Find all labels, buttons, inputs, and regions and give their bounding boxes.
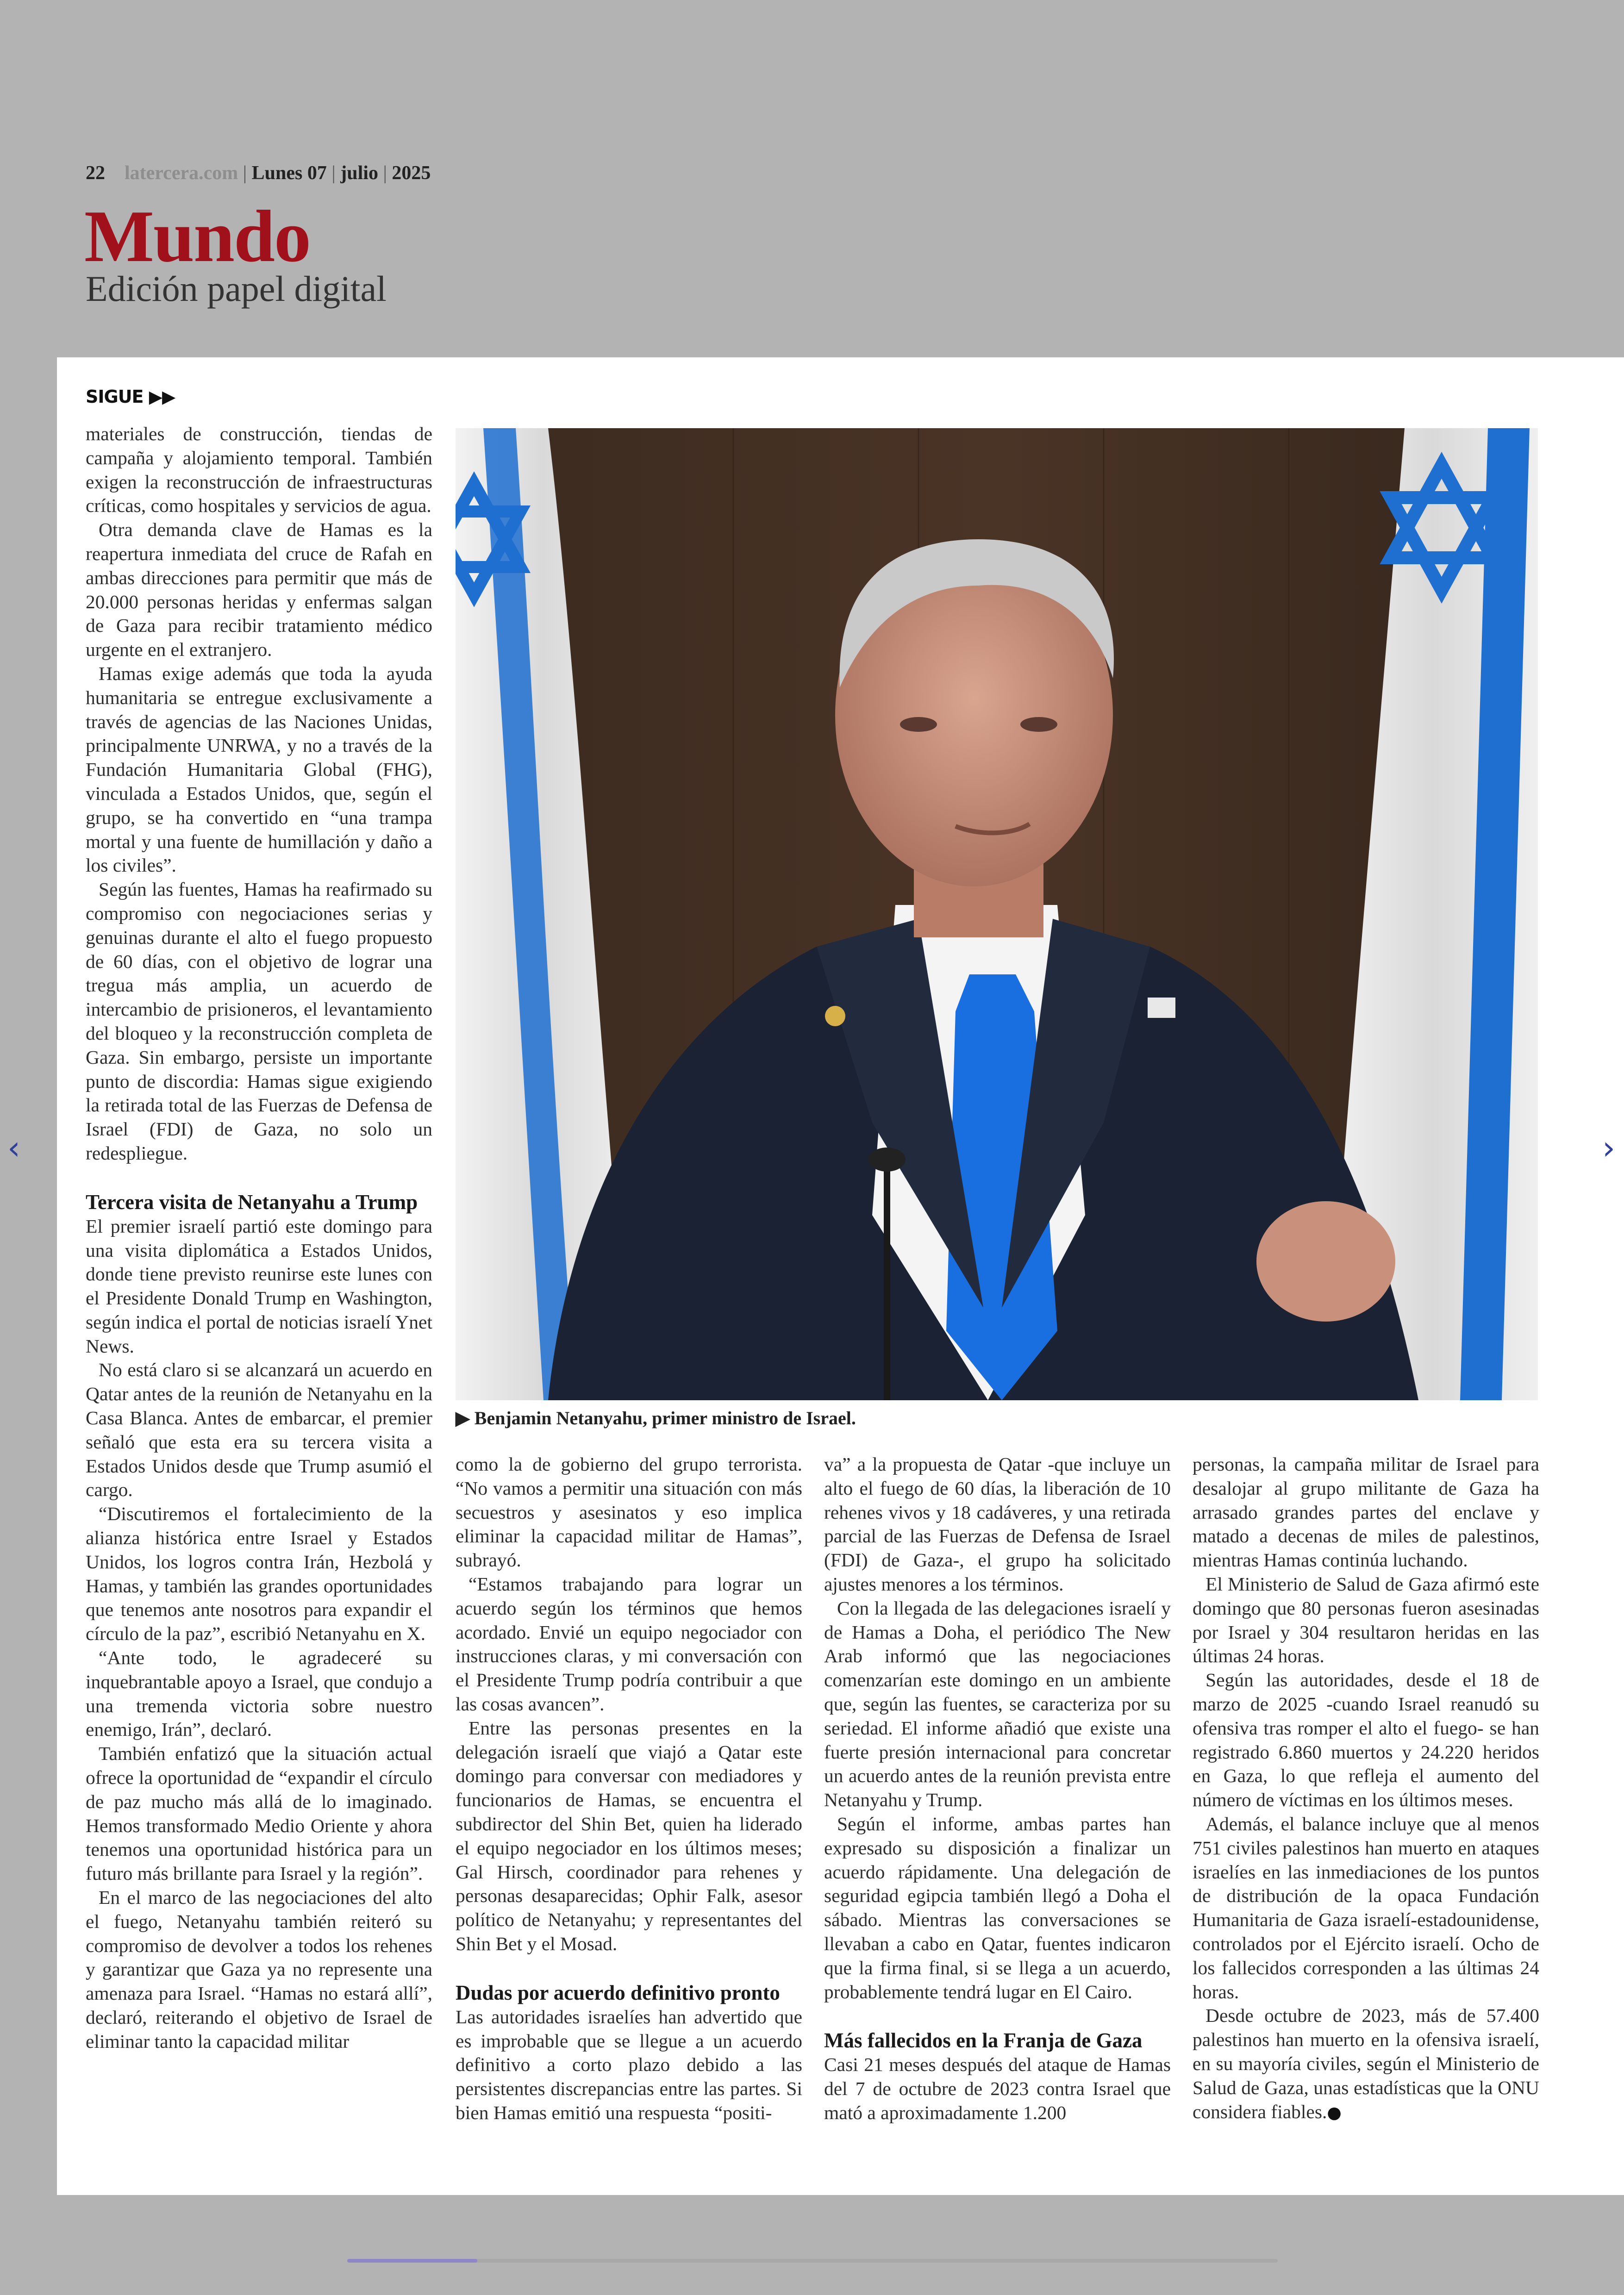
month: julio — [340, 162, 378, 184]
reading-progress-bar[interactable] — [347, 2259, 1278, 2263]
paragraph: “Discutiremos el fortalecimiento de la alianza histórica entre Israel y Estados Unidos, los logros contra Irán, Hezbolá y Hamas, y también las grandes oportunidades que tenemos ante nosotros para expandir el círculo de la paz”, escribió Netanyahu en X. — [86, 1503, 432, 1645]
paragraph: Según las fuentes, Hamas ha reafirmado su compromiso con negociaciones serias y genuinas durante el alto el fuego propuesto de 60 días, con el objetivo de lograr una tregua más amplia, un acuerdo de intercambio de prisioneros, el levantamiento del bloqueo y la reconstrucción completa de Gaza. Sin embargo, persiste un importante punto de discordia: Hamas sigue exigiendo la retirada total de las Fuerzas de Defensa de Israel (FDI) de Gaza, no solo un redespliegue. — [86, 879, 432, 1164]
paragraph: Otra demanda clave de Hamas es la reapertura inmediata del cruce de Rafah en ambas direcciones para permitir que más de 20.000 personas heridas y enfermas salgan de Gaza para recibir tratamiento médico urgente en el extranjero. — [86, 519, 432, 661]
paragraph: va” a la propuesta de Qatar -que incluye un alto el fuego de 60 días, la liberación de 10 rehenes vivos y 18 cadáveres, y una retirada parcial de las Fuerzas de Defensa de Israel (FDI) de Gaza-, el grupo ha solicitado ajustes menores a los términos. — [824, 1453, 1171, 1595]
article-column-2 — [456, 1453, 802, 2125]
continued-label: SIGUE ▶▶ — [86, 387, 175, 407]
photo-caption: ▶ Benjamin Netanyahu, primer ministro de Israel. — [456, 1408, 856, 1428]
paragraph: Las autoridades israelíes han advertido que es improbable que se llegue a un acuerdo definitivo a corto plazo debido a las persistentes discrepancias entre las partes. Si bien Hamas emitió una respuesta “positi- — [456, 2006, 802, 2123]
article-column-1 — [86, 422, 432, 2054]
page-number: 22 — [86, 162, 105, 184]
paragraph: personas, la campaña militar de Israel para desalojar al grupo militante de Gaza ha arrasado grandes partes del enclave y matado a decenas de miles de palestinos, mientras Hamas continúa luchando. — [1193, 1453, 1539, 1571]
paragraph: como la de gobierno del grupo terrorista. “No vamos a permitir una situación con más secuestros y asesinatos y eso implica eliminar la capacidad militar de Hamas”, subrayó. — [456, 1453, 802, 1571]
photo-illustration — [456, 428, 1538, 1400]
separator-3: | — [383, 162, 387, 184]
year: 2025 — [392, 162, 431, 184]
site-name: latercera.com — [125, 162, 238, 184]
paragraph: materiales de construcción, tiendas de campaña y alojamiento temporal. También exigen la reconstrucción de infraestructuras críticas, como hospitales y servicios de agua. — [86, 423, 432, 517]
paragraph: En el marco de las negociaciones del alto el fuego, Netanyahu también reiteró su compromiso de devolver a todos los rehenes y garantizar que Gaza ya no represente una amenaza para Israel. “Hamas no estará allí”, declaró, reiterando el objetivo de Israel de eliminar tanto la capacidad militar — [86, 1887, 432, 2052]
paragraph: “Estamos trabajando para lograr un acuerdo según los términos que hemos acordado. Envié un equipo negociador con instrucciones claras, y mi conversación con el Presidente Trump podría contribuir a que las cosas avancen”. — [456, 1573, 802, 1715]
chevron-right-icon[interactable]: › — [1602, 1129, 1615, 1167]
subheading: Más fallecidos en la Franja de Gaza — [824, 2029, 1143, 2052]
subheading: Dudas por acuerdo definitivo pronto — [456, 1981, 780, 2004]
separator-1: | — [243, 162, 247, 184]
edition-subtitle: Edición papel digital — [86, 268, 387, 309]
weekday-day: Lunes 07 — [251, 162, 327, 184]
paragraph: No está claro si se alcanzará un acuerdo en Qatar antes de la reunión de Netanyahu en la Casa Blanca. Antes de embarcar, el premier señaló que esta era su tercera visita a Estados Unidos desde que Trump asumió el cargo. — [86, 1359, 432, 1501]
subheading: Tercera visita de Netanyahu a Trump — [86, 1190, 418, 1214]
paragraph: El premier israelí partió este domingo para una visita diplomática a Estados Unidos, donde tiene previsto reunirse este lunes con el Presidente Donald Trump en Washington, según indica el portal de noticias israelí Ynet News. — [86, 1215, 432, 1357]
article-column-4 — [1193, 1453, 1539, 2125]
paragraph: Según el informe, ambas partes han expresado su disposición a finalizar un acuerdo rápidamente. Una delegación de seguridad egipcia también llegó a Doha el sábado. Mientras las conversaciones se llevaban a cabo en Qatar, fuentes indicaron que la firma final, si se llega a un acuerdo, probablemente tendrá lugar en El Cairo. — [824, 1813, 1171, 2002]
end-of-article-icon: ● — [1327, 2103, 1342, 2122]
section-title: Mundo — [84, 195, 310, 277]
separator-2: | — [331, 162, 336, 184]
paragraph: “Ante todo, le agradeceré su inquebrantable apoyo a Israel, que condujo a una tremenda victoria sobre nuestro enemigo, Irán”, declaró. — [86, 1647, 432, 1740]
paragraph: Entre las personas presentes en la delegación israelí que viajó a Qatar este domingo para conversar con mediadores y funcionarios de Hamas, se encuentra el subdirector del Shin Bet, quien ha liderado el equipo negociador en los últimos meses; Gal Hirsch, coordinador para rehenes y personas desaparecidas; Ophir Falk, asesor político de Netanyahu; y representantes del Shin Bet y el Mosad. — [456, 1717, 802, 1954]
reading-progress-fill — [347, 2259, 477, 2263]
netanyahu-photo — [456, 428, 1538, 1400]
chevron-left-icon[interactable]: ‹ — [7, 1129, 20, 1167]
masthead-meta — [86, 162, 431, 184]
paragraph — [1193, 2004, 1539, 2125]
paragraph-text: Desde octubre de 2023, más de 57.400 palestinos han muerto en la ofensiva israelí, en su mayoría civiles, según el Ministerio de Salud de Gaza, unas estadísticas que la ONU considera fiables. — [1193, 2005, 1539, 2122]
paragraph: Hamas exige además que toda la ayuda humanitaria se entregue exclusivamente a través de agencias de las Naciones Unidas, principalmente UNRWA, y no a través de la Fundación Humanitaria Global (FHG), vinculada a Estados Unidos, que, según el grupo, se ha convertido en “una trampa mortal y una fuente de humillación y daño a los civiles”. — [86, 662, 432, 876]
paragraph: También enfatizó que la situación actual ofrece la oportunidad de “expandir el círculo de paz mucho más allá de lo imaginado. Hemos transformado Medio Oriente y ahora tenemos una oportunidad histórica para un futuro más brillante para Israel y la región”. — [86, 1743, 432, 1884]
paragraph: Además, el balance incluye que al menos 751 civiles palestinos han muerto en ataques israelíes en las inmediaciones de los puntos de distribución de la opaca Fundación Humanitaria de Gaza israelí-estadounidense, controlados por el Ejército israelí. Ocho de los fallecidos corresponden a las últimas 24 horas. — [1193, 1813, 1539, 2002]
paragraph: Con la llegada de las delegaciones israelí y de Hamas a Doha, el periódico The New Arab informó que las negociaciones comenzarían este domingo en un ambiente que, según las fuentes, se caracteriza por su seriedad. El informe añadió que existe una fuerte presión internacional para concretar un acuerdo antes de la reunión prevista entre Netanyahu y Trump. — [824, 1597, 1171, 1811]
article-column-3 — [824, 1453, 1171, 2125]
paragraph: Casi 21 meses después del ataque de Hamas del 7 de octubre de 2023 contra Israel que mató a aproximadamente 1.200 — [824, 2054, 1171, 2123]
paragraph: El Ministerio de Salud de Gaza afirmó este domingo que 80 personas fueron asesinadas por Israel y 304 resultaron heridas en las últimas 24 horas. — [1193, 1573, 1539, 1667]
paragraph: Según las autoridades, desde el 18 de marzo de 2025 -cuando Israel reanudó su ofensiva tras romper el alto el fuego- se han registrado 6.860 muertos y 24.220 heridos en Gaza, lo que refleja el aumento del número de víctimas en los últimos meses. — [1193, 1669, 1539, 1811]
